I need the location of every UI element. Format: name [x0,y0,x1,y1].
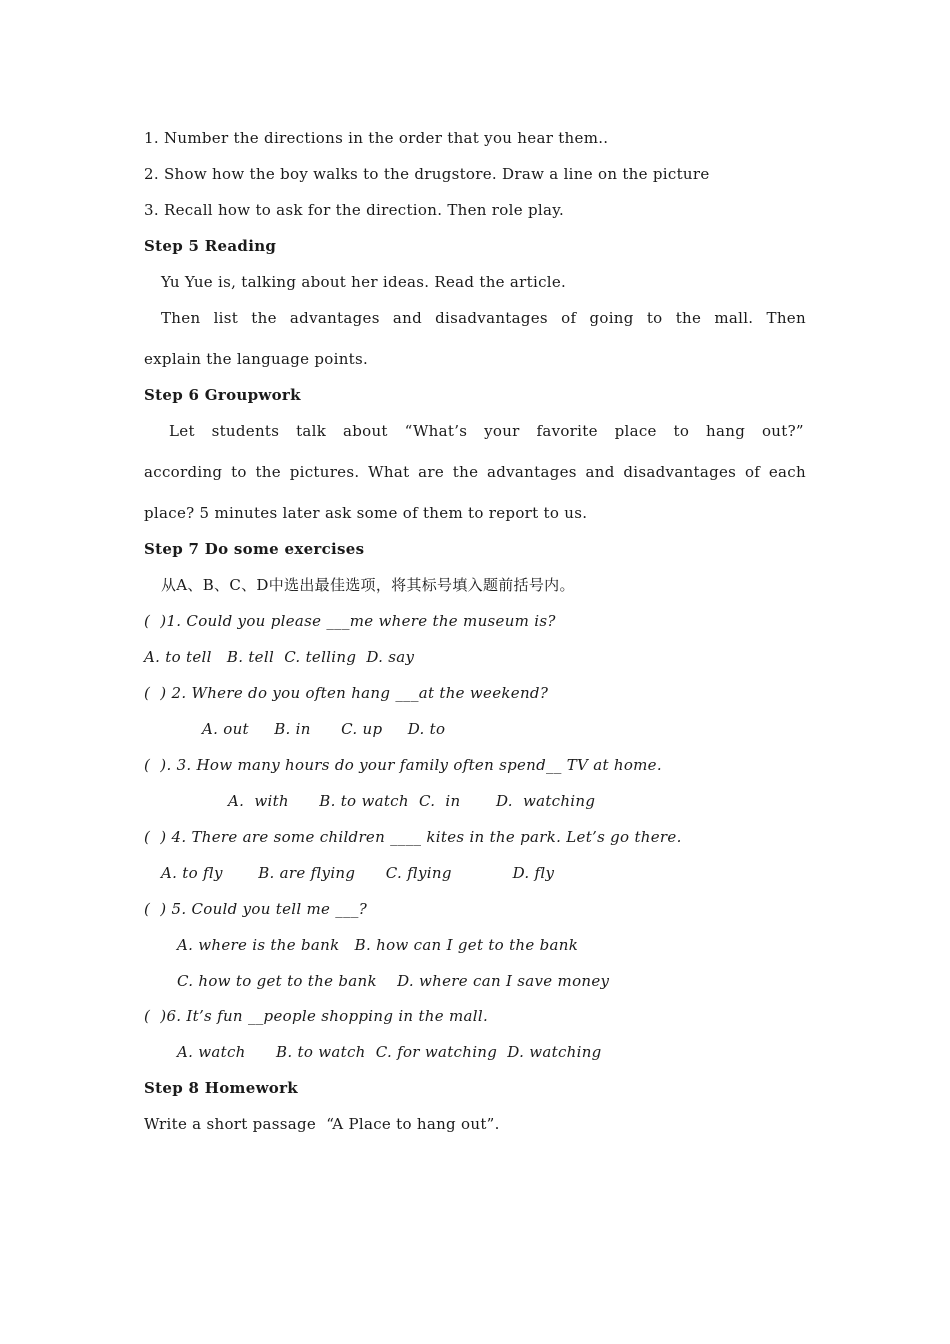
question-6-options: A. watch B. to watch C. for watching D. watching [177,1043,602,1061]
question-4-options: A. to fly B. are flying C. flying D. fly [161,864,555,882]
step7-instruction: 从A、B、C、D中选出最佳选项，将其标号填入题前括号内。 [161,576,575,594]
step6-heading: Step 6 Groupwork [144,386,301,404]
step8-heading: Step 8 Homework [144,1079,298,1097]
step5-paragraph-3: explain the language points. [144,350,369,368]
item-3: 3. Recall how to ask for the direction. Then role play. [144,201,565,219]
question-3: ( ). 3. How many hours do your family often spend__ TV at home. [144,756,662,774]
step6-paragraph-2: according to the pictures. What are the advantages and disadvantages of each [144,463,806,481]
question-5-options-a: A. where is the bank B. how can I get to the bank [177,936,579,954]
question-2-options: A. out B. in C. up D. to [202,720,446,738]
step6-paragraph-1: Let students talk about “What’s your favorite place to hang out?” [169,422,804,440]
question-3-options: A. with B. to watch C. in D. watching [228,792,596,810]
step5-paragraph-1: Yu Yue is, talking about her ideas. Read the article. [161,273,567,291]
question-1: ( )1. Could you please ___me where the museum is? [144,612,556,630]
step6-paragraph-3: place? 5 minutes later ask some of them to report to us. [144,504,588,522]
step7-heading: Step 7 Do some exercises [144,540,365,558]
item-1: 1. Number the directions in the order that you hear them.. [144,129,609,147]
step5-paragraph-2: Then list the advantages and disadvantages of going to the mall. Then [161,309,806,327]
question-1-options: A. to tell B. tell C. telling D. say [144,648,415,666]
question-2: ( ) 2. Where do you often hang ___at the weekend? [144,684,549,702]
item-2: 2. Show how the boy walks to the drugstore. Draw a line on the picture [144,165,710,183]
question-6: ( )6. It’s fun __people shopping in the mall. [144,1007,489,1025]
question-4: ( ) 4. There are some children ____ kites in the park. Let’s go there. [144,828,682,846]
step5-heading: Step 5 Reading [144,237,277,255]
step8-text: Write a short passage “A Place to hang out”. [144,1115,500,1133]
question-5-options-b: C. how to get to the bank D. where can I save money [177,972,610,990]
question-5: ( ) 5. Could you tell me ___? [144,900,368,918]
